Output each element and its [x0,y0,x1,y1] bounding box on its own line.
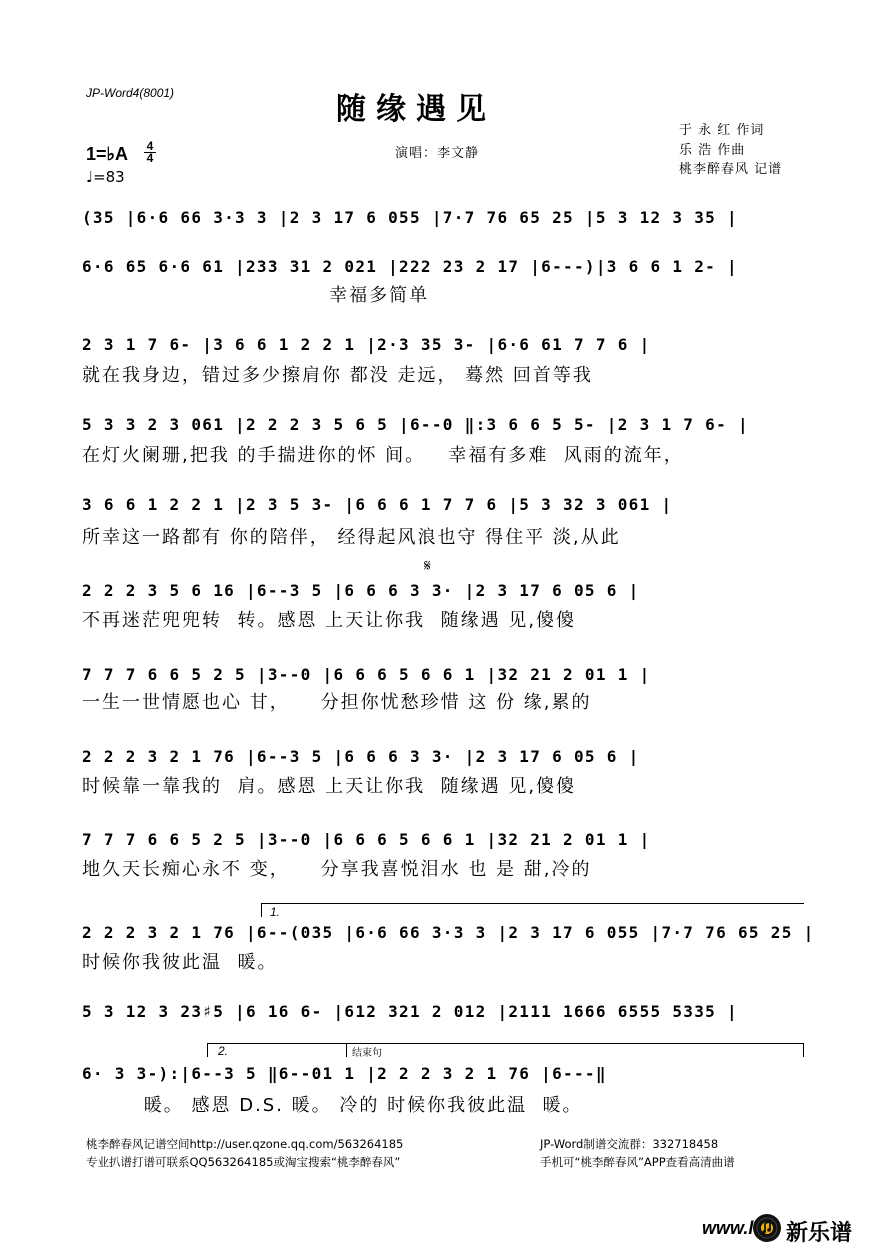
segno-icon: 𝄋 [424,556,431,575]
watermark-brand: 新乐谱 [786,1221,853,1246]
lyrics-line-6: 不再迷茫兜兜转 转。感恩 上天让你我 随缘遇 见,傻傻 [82,610,577,631]
notes-line-6: 2 2 2 3 5 6 16 |6--3 5 |6 6 6 3 3· |2 3 17 6 05 6 | [82,581,640,600]
time-signature [144,141,156,164]
lyrics-line-7: 一生一世情愿也心 甘， 分担你忧愁珍惜 这 份 缘,累的 [82,692,592,713]
notes-line-8: 2 2 2 3 2 1 76 |6--3 5 |6 6 6 3 3· |2 3 17 6 05 6 | [82,747,640,766]
lyrics-line-3: 就在我身边，错过多少擦肩你 都没 走远， 蓦然 回首等我 [82,365,593,386]
notes-line-3: 2 3 1 7 6- |3 6 6 1 2 2 1 |2·3 35 3- |6·6 61 7 7 6 | [82,335,651,354]
volta-1-bracket [261,903,804,904]
volta-1-hook [261,903,262,917]
transcriber-credit: 桃李醉春风 记谱 [679,162,783,177]
notes-line-4: 5 3 3 2 3 061 |2 2 2 3 5 6 5 |6--0 ‖:3 6 6 5 5- |2 3 1 7 6- | [82,415,749,434]
lyrics-line-5: 所幸这一路都有 你的陪伴， 经得起风浪也守 得住平 淡,从此 [82,527,621,548]
footer-right-1: JP-Word制谱交流群：332718458 [540,1137,719,1151]
lyrics-line-10: 时候你我彼此温 暖。 [82,952,278,973]
notes-line-1: (35 |6·6 66 3·3 3 |2 3 17 6 055 |7·7 76 65 25 |5 3 12 3 35 | [82,208,738,227]
footer-right-2: 手机可“桃李醉春风”APP查看高清曲谱 [540,1155,735,1169]
notes-line-12: 6· 3 3-):|6--3 5 ‖6--01 1 |2 2 2 3 2 1 76 |6---‖ [82,1064,607,1083]
volta-2-hook [207,1043,208,1057]
ending-bracket-end [803,1043,804,1057]
notes-line-5: 3 6 6 1 2 2 1 |2 3 5 3- |6 6 6 1 7 7 6 |5 3 32 3 061 | [82,495,673,514]
ending-bracket-hook [346,1043,347,1057]
composer-credit: 乐 浩 作曲 [679,143,746,158]
lyrics-line-9: 地久天长痴心永不 变， 分享我喜悦泪水 也 是 甜,冷的 [82,859,592,880]
lyricist-credit: 于 永 红 作词 [679,123,765,138]
footer-left-2: 专业扒谱打谱可联系QQ563264185或淘宝搜索“桃李醉春风” [86,1155,401,1169]
time-signature-bottom: 4 [144,152,156,164]
notes-line-7: 7 7 7 6 6 5 2 5 |3--0 |6 6 6 5 6 6 1 |32 21 2 01 1 | [82,665,651,684]
volta-1-label: 1. [270,905,281,919]
notes-line-9: 7 7 7 6 6 5 2 5 |3--0 |6 6 6 5 6 6 1 |32 21 2 01 1 | [82,830,651,849]
footer-left-1: 桃李醉春风记谱空间http://user.qzone.qq.com/563264185 [86,1137,404,1151]
singer-credit: 演唱：李文静 [395,146,480,161]
lyrics-line-2: 幸福多简单 [82,285,430,306]
song-title: 随缘遇见 [336,92,496,127]
notes-line-10: 2 2 2 3 2 1 76 |6--(035 |6·6 66 3·3 3 |2 3 17 6 055 |7·7 76 65 25 | [82,923,815,942]
ending-label: 结束句 [352,1048,382,1059]
notes-line-11: 5 3 12 3 23♯5 |6 16 6- |612 321 2 012 |2111 1666 6555 5335 | [82,1002,738,1021]
time-signature-top: 4 [146,139,154,153]
lyrics-line-4: 在灯火阑珊,把我 的手揣进你的怀 间。 幸福有多难 风雨的流年， [82,445,684,466]
tempo-marking: ♩=83 [86,168,125,186]
software-label: JP-Word4(8001) [86,86,175,100]
lyrics-line-12: 暖。 感恩 D.S. 暖。 冷的 时候你我彼此温 暖。 [82,1095,583,1116]
vinyl-disc-icon [752,1213,782,1243]
ending-bracket [346,1043,804,1044]
watermark-url: www.l [702,1218,754,1238]
notes-line-2: 6·6 65 6·6 61 |233 31 2 021 |222 23 2 17 |6---)|3 6 6 1 2- | [82,257,738,276]
volta-2-label: 2. [218,1044,229,1058]
lyrics-line-8: 时候靠一靠我的 肩。感恩 上天让你我 随缘遇 见,傻傻 [82,776,577,797]
key-signature: 1=♭A [86,144,129,164]
